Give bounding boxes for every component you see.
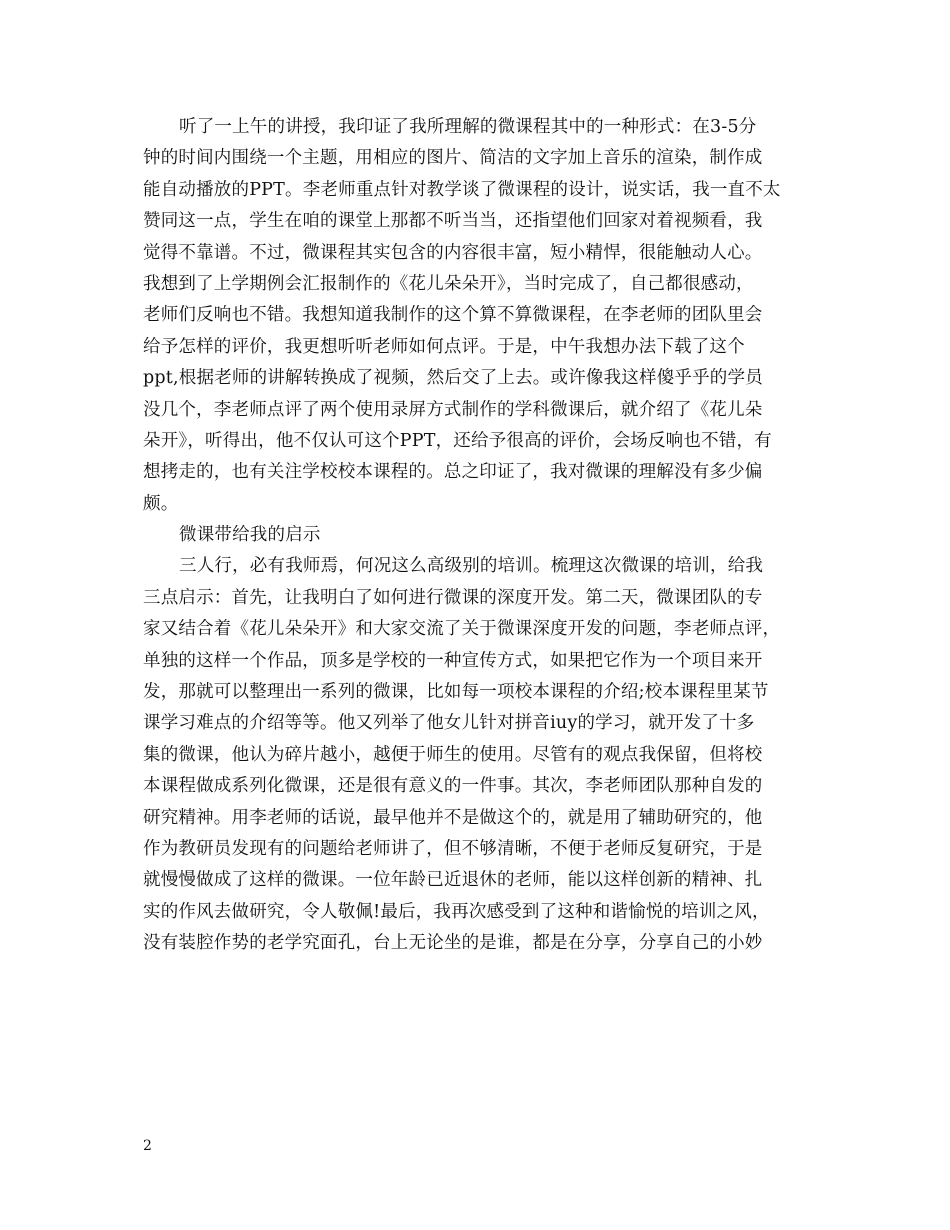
- text-line: 觉得不靠谱。不过，微课程其实包含的内容很丰富，短小精悍，很能触动人心。: [143, 242, 763, 263]
- text-line: 发，那就可以整理出一系列的微课，比如每一项校本课程的介绍;校本课程里某节: [143, 682, 769, 703]
- text-line: 三点启示：首先，让我明白了如何进行微课的深度开发。第二天，微课团队的专: [143, 587, 763, 608]
- text-line: 三人行，必有我师焉，何况这么高级别的培训。梳理这次微课的培训，给我: [179, 556, 764, 577]
- text-line: 给予怎样的评价，我更想听听老师如何点评。于是，中午我想办法下载了这个: [143, 336, 745, 357]
- text-line: 钟的时间内围绕一个主题，用相应的图片、简洁的文字加上音乐的渲染，制作成: [143, 148, 763, 169]
- body-text: [143, 112, 823, 960]
- text-line: 作为教研员发现有的问题给老师讲了，但不够清晰，不便于老师反复研究，于是: [143, 838, 763, 859]
- text-line: 研究精神。用李老师的话说，最早他并不是做这个的，就是用了辅助研究的，他: [143, 807, 763, 828]
- text-line: ppt,根据老师的讲解转换成了视频，然后交了上去。或许像我这样傻乎乎的学员: [143, 368, 763, 389]
- text-line: 家又结合着《花儿朵朵开》和大家交流了关于微课深度开发的问题，李老师点评，: [143, 619, 781, 640]
- text-line: 集的微课，他认为碎片越小，越便于师生的使用。尽管有的观点我保留，但将校: [143, 744, 763, 765]
- text-line: 颇。: [143, 493, 179, 514]
- text-line: 单独的这样一个作品，顶多是学校的一种宣传方式，如果把它作为一个项目来开: [143, 650, 763, 671]
- text-line: 实的作风去做研究，令人敬佩!最后，我再次感受到了这种和谐愉悦的培训之风，: [143, 901, 770, 922]
- text-line: 课学习难点的介绍等等。他又列举了他女儿针对拼音iuy的学习，就开发了十多: [143, 713, 755, 734]
- page-number: 2: [143, 1138, 152, 1154]
- text-line: 就慢慢做成了这样的微课。一位年龄已近退休的老师，能以这样创新的精神、扎: [143, 870, 763, 891]
- text-line: 能自动播放的PPT。李老师重点针对教学谈了微课程的设计，说实话，我一直不太: [143, 179, 781, 200]
- text-line: 我想到了上学期例会汇报制作的《花儿朵朵开》，当时完成了，自己都很感动，: [143, 273, 754, 294]
- text-line: 本课程做成系列化微课，还是很有意义的一件事。其次，李老师团队那种自发的: [143, 776, 763, 797]
- section-heading: 微课带给我的启示: [179, 525, 321, 546]
- text-line: 老师们反响也不错。我想知道我制作的这个算不算微课程，在李老师的团队里会: [143, 305, 763, 326]
- text-line: 朵开》，听得出，他不仅认可这个PPT，还给予很高的评价，会场反响也不错，有: [143, 430, 772, 451]
- text-line: 没几个，李老师点评了两个使用录屏方式制作的学科微课后，就介绍了《花儿朵: [143, 399, 763, 420]
- text-line: 赞同这一点，学生在咱的课堂上那都不听当当，还指望他们回家对着视频看，我: [143, 211, 763, 232]
- text-line: 没有装腔作势的老学究面孔，台上无论坐的是谁，都是在分享，分享自己的小妙: [143, 933, 763, 954]
- text-line: 想拷走的，也有关注学校校本课程的。总之印证了，我对微课的理解没有多少偏: [143, 462, 763, 483]
- text-line: 听了一上午的讲授，我印证了我所理解的微课程其中的一种形式：在3-5分: [179, 117, 757, 137]
